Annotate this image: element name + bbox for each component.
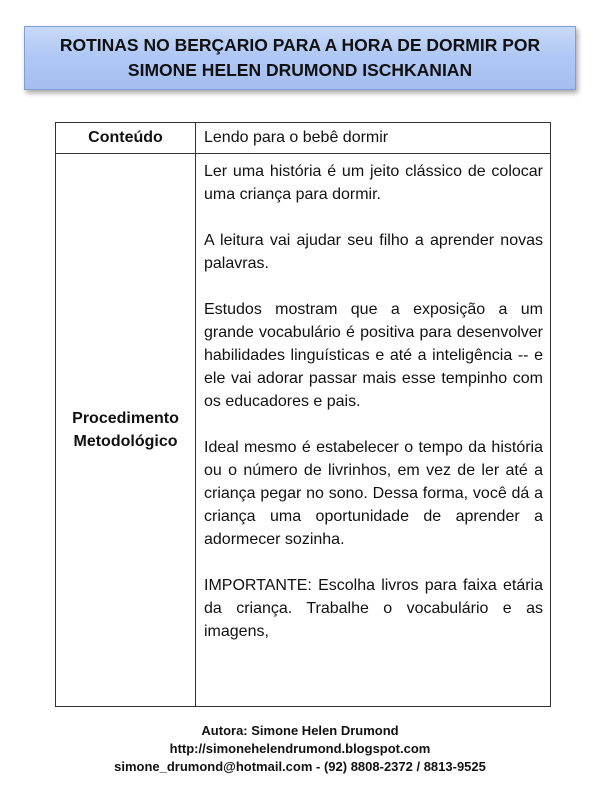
footer	[0, 722, 600, 776]
paragraph-5: IMPORTANTE: Escolha livros para faixa etária da criança. Trabalhe o vocabulário e as imagens,	[204, 577, 543, 640]
title-line-2: SIMONE HELEN DRUMOND ISCHKANIAN	[127, 60, 473, 80]
header-row	[56, 123, 551, 154]
paragraph-3: Estudos mostram que a exposição a um grande vocabulário é positiva para desenvolver habilidades linguísticas e até a inteligência -- e ele vai adorar passar mais esse tempinho com os educadores e pais.	[204, 301, 543, 410]
header-label-cell	[56, 123, 196, 154]
footer-contact: simone_drumond@hotmail.com - (92) 8808-2372 / 8813-9525	[114, 759, 486, 774]
header-value-cell	[196, 123, 551, 154]
title-banner	[24, 26, 576, 90]
header-value: Lendo para o bebê dormir	[204, 129, 389, 146]
footer-author: Autora: Simone Helen Drumond	[201, 723, 399, 738]
procedure-label-line-2: Metodológico	[73, 433, 178, 450]
title-line-1: ROTINAS NO BERÇARIO PARA A HORA DE DORMIR POR	[59, 35, 541, 55]
procedure-label-line-1: Procedimento	[72, 410, 179, 427]
procedure-body-cell	[196, 154, 551, 707]
procedure-row	[56, 154, 551, 707]
header-label: Conteúdo	[88, 129, 163, 146]
paragraph-4: Ideal mesmo é estabelecer o tempo da história ou o número de livrinhos, em vez de ler até a criança pegar no sono. Dessa forma, você dá a criança uma oportunidade de aprender a adormecer sozinha.	[204, 439, 543, 548]
procedure-label-cell	[56, 154, 196, 707]
paragraph-1: Ler uma história é um jeito clássico de colocar uma criança para dormir.	[204, 163, 543, 203]
footer-blog-link: http://simonehelendrumond.blogspot.com	[169, 741, 431, 756]
content-table	[55, 122, 551, 707]
paragraph-2: A leitura vai ajudar seu filho a aprender novas palavras.	[204, 232, 543, 272]
